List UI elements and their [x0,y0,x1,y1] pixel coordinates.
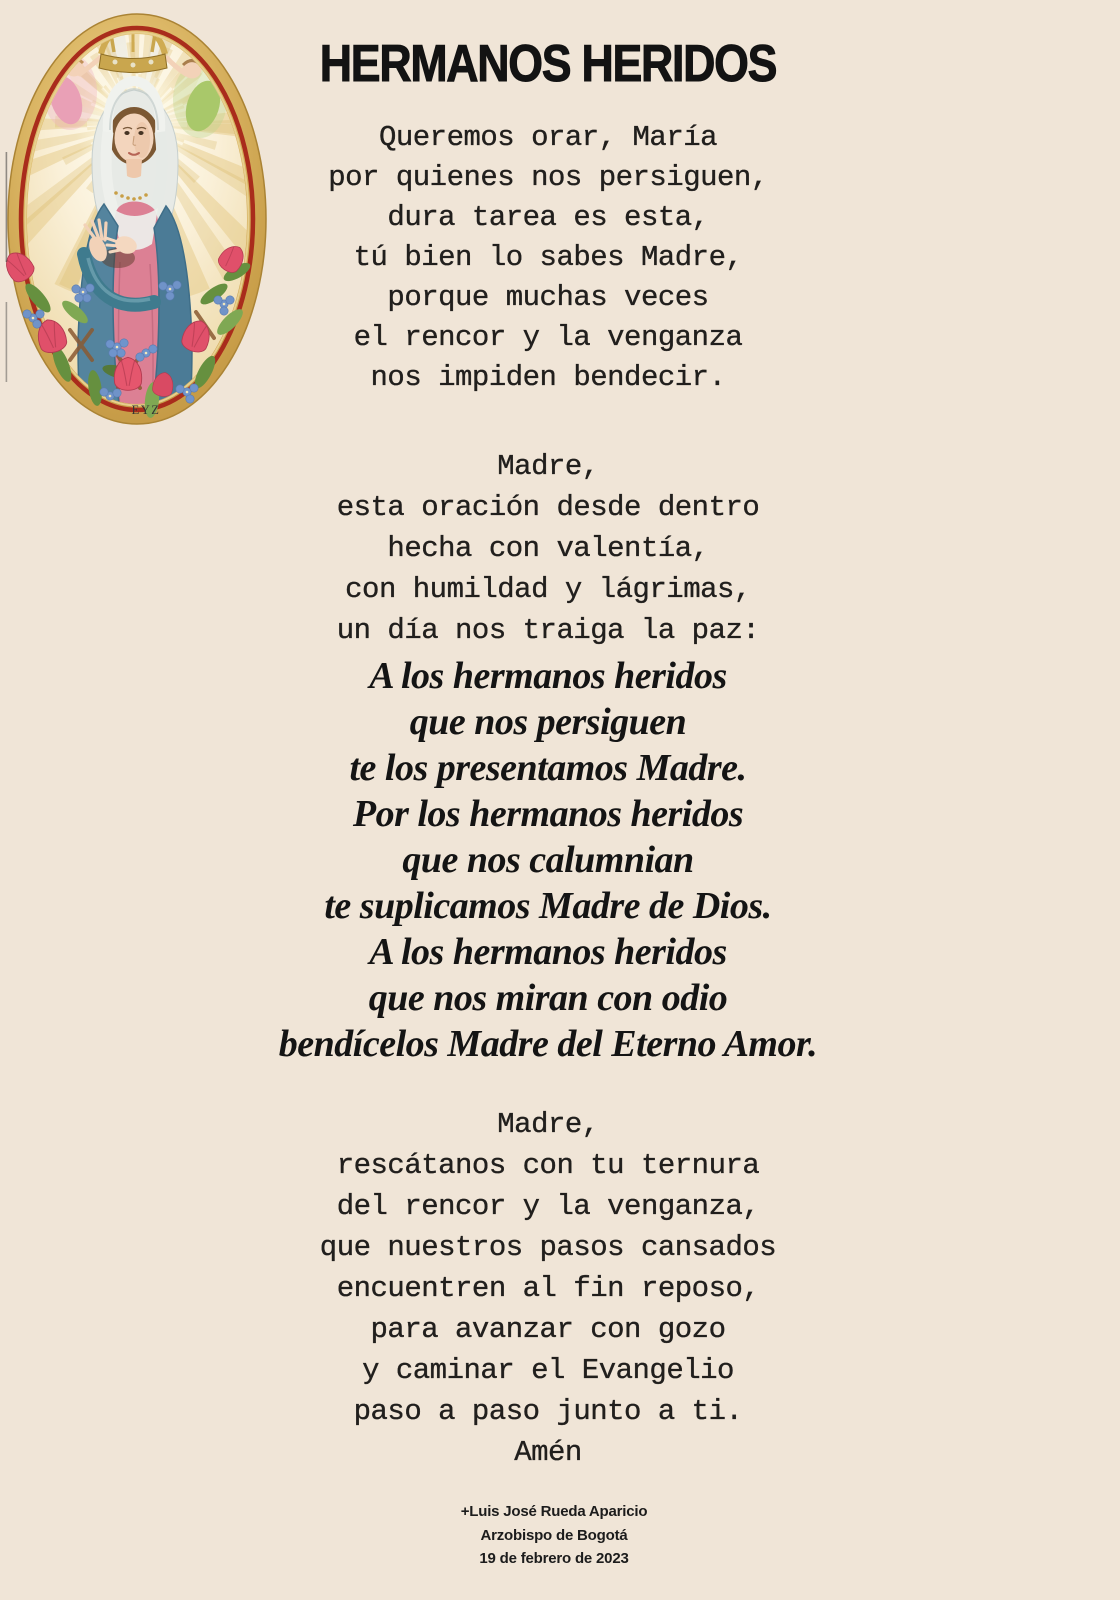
text-line: bendícelos Madre del Eterno Amor. [278,1023,818,1065]
stanza-3-emphasis [0,653,1096,1067]
text-line: encuentren al fin reposo, [336,1272,760,1305]
text-line: el rencor y la venganza [353,321,743,354]
text-line: que nos persiguen [409,701,687,743]
text-line: A los hermanos heridos [369,931,727,973]
text-line: y caminar el Evangelio [362,1354,734,1387]
text-line: te los presentamos Madre. [349,747,747,789]
text-line: que nos miran con odio [368,977,728,1019]
attribution [0,1500,1108,1571]
stanza-1 [0,118,1096,398]
text-line: que nuestros pasos cansados [319,1231,777,1264]
text-line: paso a paso junto a ti. [353,1395,743,1428]
text-line: +Luis José Rueda Aparicio [460,1503,648,1520]
text-line: del rencor y la venganza, [336,1190,760,1223]
text-line: te suplicamos Madre de Dios. [324,885,772,927]
text-line: hecha con valentía, [387,532,709,565]
text-line: rescátanos con tu ternura [336,1149,760,1182]
text-line: nos impiden bendecir. [370,361,726,394]
text-line: A los hermanos heridos [369,655,727,697]
text-line: Arzobispo de Bogotá [480,1526,628,1544]
text-line: que nos calumnian [402,839,694,881]
text-line: porque muchas veces [387,281,709,314]
text-line: Amén [514,1436,582,1469]
text-line: Queremos orar, María [378,121,718,154]
page-title: HERMANOS HERIDOS [319,35,777,93]
text-line: esta oración desde dentro [336,491,760,524]
text-line: para avanzar con gozo [370,1313,726,1346]
stanza-4 [0,1104,1096,1473]
text-line: un día nos traiga la paz: [336,614,760,647]
text-line: dura tarea es esta, [387,201,709,234]
text-line: por quienes nos persiguen, [328,161,768,194]
artist-signature: EYZ [131,403,161,417]
stanza-2 [0,446,1096,651]
text-line: 19 de febrero de 2023 [479,1550,629,1567]
text-line: Madre, [497,450,599,483]
text-line: Madre, [497,1108,599,1141]
text-line: con humildad y lágrimas, [345,573,751,606]
text-line: tú bien lo sabes Madre, [353,241,743,274]
text-line: Por los hermanos heridos [352,793,744,835]
